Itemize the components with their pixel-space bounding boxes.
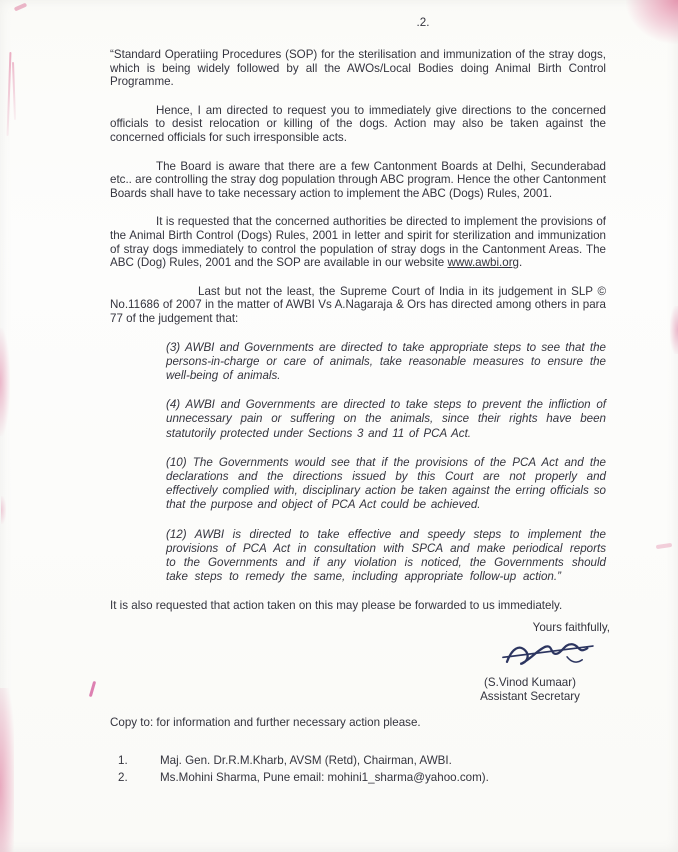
copy-item-text: Ms.Mohini Sharma, Pune email: mohini1_sharma@yahoo.com). bbox=[160, 770, 489, 784]
copy-item-number: 1. bbox=[118, 753, 128, 767]
copy-to-list bbox=[118, 752, 606, 786]
signatory-title: Assistant Secretary bbox=[480, 689, 580, 703]
copy-to-item bbox=[118, 769, 606, 786]
judgement-quote-4: (4) AWBI and Governments are directed to take steps to prevent the infliction of unnecessary pain or suffering on the animals, since their rights have been statutorily protected under Sections 3 and 11 of PCA Act. bbox=[166, 398, 606, 440]
copy-item-text: Maj. Gen. Dr.R.M.Kharb, AVSM (Retd), Chairman, AWBI. bbox=[160, 753, 452, 767]
judgement-quote-10: (10) The Governments would see that if the provisions of the PCA Act and the declarations and the directions issued by this Court are not properly and effectively complied with, disciplinary action be taken against the erring officials so that the purpose and object of PCA Act could be achieved. bbox=[166, 455, 606, 512]
copy-item-number: 2. bbox=[118, 770, 128, 784]
para-abc-rules-period: . bbox=[519, 256, 523, 270]
signature-block bbox=[450, 621, 610, 704]
para-request-directions: Hence, I am directed to request you to immediately give directions to the concerned officials to desist relocation or killing of the dogs. Action may also be taken against the concerned officials for such irresponsible acts. bbox=[110, 103, 606, 144]
judgement-quote-12: (12) AWBI is directed to take effective and speedy steps to implement the provisions of PCA Act in consultation with SPCA and make periodical reports to the Governments and if any violation is noticed, the Governments should take steps to remedy the same, including appropriate follow-up action.” bbox=[166, 527, 606, 584]
signatory-name: (S.Vinod Kumaar) bbox=[484, 675, 576, 689]
judgement-quote-3: (3) AWBI and Governments are directed to take appropriate steps to see that the persons-in-charge or care of animals, take reasonable measures to ensure the well-being of animals. bbox=[166, 340, 606, 382]
para-sop: “Standard Operatiing Procedures (SOP) for the sterilisation and immunization of the stray dogs, which is being widely followed by all the AWOs/Local Bodies doing Animal Birth Control Programme. bbox=[110, 48, 606, 89]
para-cantonment-boards: The Board is aware that there are a few Cantonment Boards at Delhi, Secunderabad etc.. are controlling the stray dog population through ABC program. Hence the other Cantonment Boards shall have to take necessary action to implement the ABC (Dogs) Rules, 2001. bbox=[110, 159, 606, 200]
para-action-taken: It is also requested that action taken on this may please be forwarded to us immediately. bbox=[110, 599, 563, 613]
page-number: .2. bbox=[416, 16, 430, 29]
copy-to-heading: Copy to: for information and further necessary action please. bbox=[110, 715, 421, 729]
para-abc-rules-text: It is requested that the concerned authorities be directed to implement the provisions of the Animal Birth Control (Dogs) Rules, 2001 in letter and spirit for sterilization and immunization of stray dogs immediately to control the population of stray dogs in the Cantonment Areas. The ABC (Dog) Rules, 2001 and the SOP are available in our website bbox=[110, 215, 606, 270]
awbi-website-link[interactable]: www.awbi.org bbox=[447, 256, 520, 270]
valediction: Yours faithfully, bbox=[532, 620, 610, 634]
para-abc-rules bbox=[110, 215, 606, 269]
copy-to-item bbox=[118, 752, 606, 769]
signature-scribble bbox=[499, 634, 601, 676]
para-supreme-court: Last but not the least, the Supreme Court of India in its judgement in SLP © No.11686 of 2007 in the matter of AWBI Vs A.Nagaraja & Ors has directed among others in para 77 of the judgement that: bbox=[110, 284, 606, 325]
